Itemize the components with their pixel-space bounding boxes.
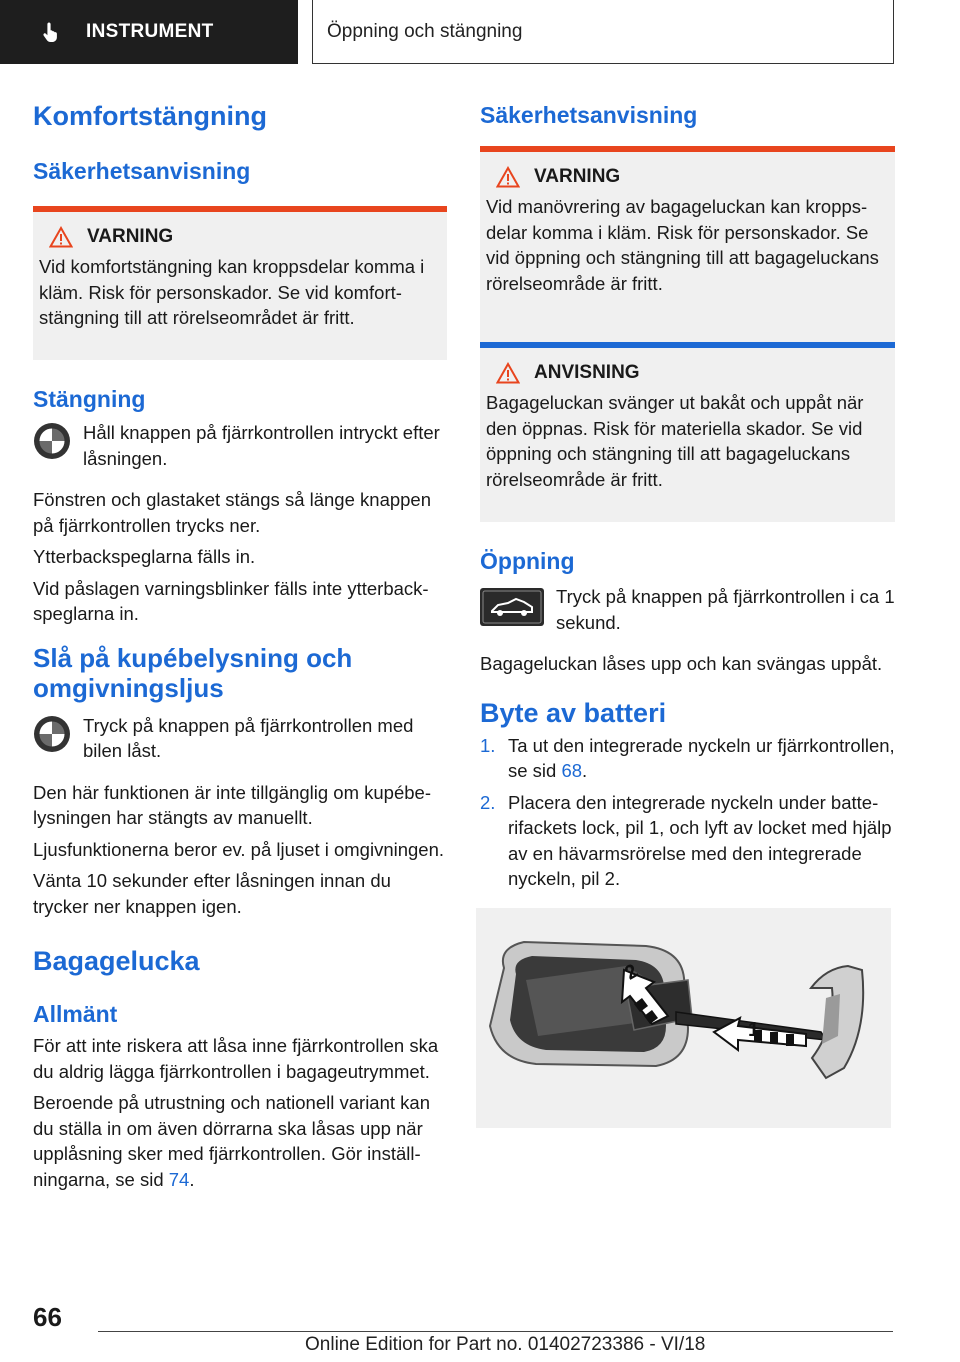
left-column [33,100,447,1192]
section-label: INSTRUMENT [86,21,214,42]
right-column [480,100,895,898]
heading-sakerhetsanvisning: Säkerhetsanvisning [33,158,251,184]
step-text [508,733,895,784]
heading-komfortstangning: Komfortstängning [33,101,267,131]
paragraph: Den här funktionen är inte tillgänglig om kupébelysningen har stängts av manuellt. [33,781,432,828]
notice-box [480,342,895,522]
instruction-text: Håll knappen på fjärrkontrollen intryckt efter låsningen. [83,422,440,469]
warning-text: Vid manövrering av bagageluckan kan kroppsdelar komma i kläm. Risk för personskador. Se vid öppning och stängning till att bagageluckans rörelseområde är fritt. [486,196,879,294]
arrow-1-label: 1 [748,1019,760,1041]
icon-instruction [33,420,447,471]
heading-allmant: Allmänt [33,1001,118,1027]
list-item [480,790,895,892]
heading-bagagelucka: Bagagelucka [33,946,200,976]
paragraph: Ljusfunktionerna beror ev. på ljuset i omgivningen. [33,838,445,860]
instruction-text: Tryck på knappen på fjärrkontrollen i ca 1 sekund. [556,586,895,633]
section-tab [0,0,298,64]
page-link-68[interactable]: 68 [561,760,583,781]
paragraph: Ytterbackspeglarna fälls in. [33,546,256,567]
step-text-part: Ta ut den integrerade nyckeln ur fjärrkontrollen, se sid [508,734,895,781]
paragraph: För att inte riskera att låsa inne fjärrkontrollen ska du aldrig lägga fjärrkontrollen i bagageutrymmet. [33,1035,439,1082]
steps-list [480,733,895,892]
heading-kupebelysning: Slå på kupébelysning och omgivningsljus [33,642,353,703]
arrow-2-label: 2 [621,959,642,985]
heading-oppning: Öppning [480,548,575,574]
notice-label: ANVISNING [534,362,640,383]
step-text-part: . [582,760,588,781]
bmw-logo-icon [33,715,71,753]
heading-stangning: Stängning [33,386,146,412]
warning-label: VARNING [534,166,621,187]
warning-label: VARNING [87,226,174,247]
page-number: 66 [33,1302,62,1332]
paragraph-text: . [189,1168,195,1190]
paragraph: Vid påslagen varningsblinker fälls inte ytterbackspeglarna in. [33,577,429,624]
warning-box [33,206,447,360]
edition-text: Online Edition for Part no. 01402723386 - VI/18 [305,1334,706,1355]
paragraph: Bagageluckan låses upp och kan svängas uppåt. [480,653,883,674]
paragraph: Fönstren och glastaket stängs så länge knappen på fjärrkontrollen trycks ner. [33,489,432,536]
page-title: Öppning och stängning [312,0,894,64]
icon-instruction [480,584,895,635]
step-number: 1. [480,734,496,756]
list-item [480,733,895,784]
step-number: 2. [480,791,496,813]
footer-divider [98,1331,893,1332]
notice-text: Bagageluckan svänger ut bakåt och uppåt när den öppnas. Risk för materiella skador. Se vid öppning och stängning till att bagageluckans rörelseområde är fritt. [486,392,864,490]
paragraph: Vänta 10 sekunder efter låsningen innan du trycker ner knappen igen. [33,870,391,917]
warning-triangle-icon [496,362,520,384]
hand-pointer-icon [40,20,64,44]
bmw-logo-icon [33,422,71,460]
warning-triangle-icon [496,166,520,188]
paragraph-text: Beroende på utrustning och nationell variant kan du ställa in om även dörrarna ska låsas upp när upplåsning sker med fjärrkontrollen. Gör inställningarna, se sid [33,1092,430,1190]
warning-text: Vid komfortstängning kan kroppsdelar komma i kläm. Risk för personskador. Se vid komfortstängning till att rörelseområdet är fritt. [39,256,425,328]
heading-byte-av-batteri: Byte av batteri [480,697,667,728]
instruction-text: Tryck på knappen på fjärrkontrollen med bilen låst. [83,714,414,761]
heading-sakerhetsanvisning: Säkerhetsanvisning [480,102,698,128]
remote-battery-illustration [476,908,891,1128]
warning-triangle-icon [49,226,73,248]
paragraph [33,1090,447,1192]
remote-key-figure [476,908,891,1128]
trunk-button-icon [480,586,544,628]
step-text: Placera den integrerade nyckeln under batterifackets lock, pil 1, och lyft av locket med hjälp av en hävarmsrörelse med den integrerade nyckeln, pil 2. [508,791,892,889]
page-link-74[interactable]: 74 [168,1168,190,1190]
warning-box [480,146,895,342]
icon-instruction [33,713,447,764]
